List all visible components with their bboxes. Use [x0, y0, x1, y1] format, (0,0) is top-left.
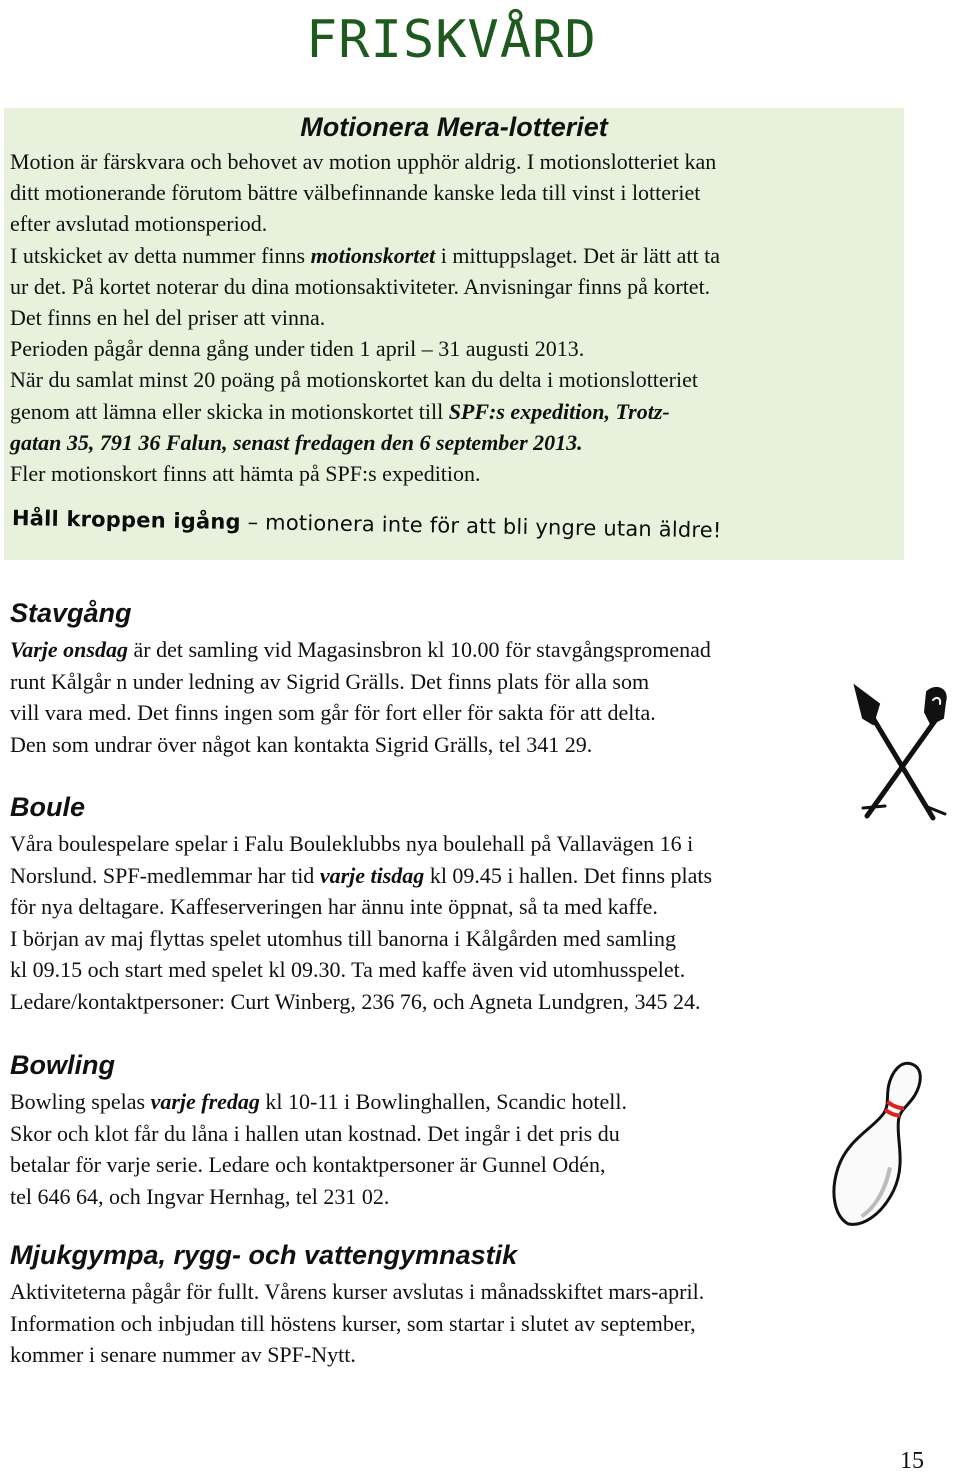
boule-heading: Boule — [10, 792, 86, 822]
lottery-line: genom att lämna eller skicka in motionskortet till SPF:s expedition, Trotz- — [10, 398, 670, 424]
page-title: FRISKVÅRD — [306, 10, 597, 70]
lottery-line: Det finns en hel del priser att vinna. — [10, 305, 326, 331]
boule-line: för nya deltagare. Kaffeserveringen har ännu inte öppnat, så ta med kaffe. — [10, 894, 658, 919]
emphasis-address: SPF:s expedition, Trotz- — [448, 398, 670, 424]
mjukgympa-line: kommer i senare nummer av SPF-Nytt. — [10, 1342, 356, 1367]
mjukgympa-line: Aktiviteterna pågår för fullt. Vårens kurser avslutas i månadsskiftet mars-april. — [10, 1279, 705, 1304]
bowling-line: Skor och klot får du låna i hallen utan kostnad. Det ingår i det pris du — [10, 1120, 620, 1146]
boule-line: Ledare/kontaktpersoner: Curt Winberg, 236 76, och Agneta Lundgren, 345 24. — [10, 988, 701, 1014]
mjukgympa-heading: Mjukgympa, rygg- och vattengymnastik — [10, 1240, 518, 1270]
emphasis-motionskortet: motionskortet — [310, 242, 436, 268]
lottery-line: gatan 35, 791 36 Falun, senast fredagen den 6 september 2013. — [10, 429, 583, 455]
lottery-line: Fler motionskort finns att hämta på SPF:s expedition. — [10, 461, 481, 487]
page-number: 15 — [900, 1448, 924, 1474]
stavgang-text — [10, 634, 920, 760]
lottery-line: I utskicket av detta nummer finns motionskortet i mittuppslaget. Det är lätt att ta — [10, 242, 720, 268]
bowling-line: betalar för varje serie. Ledare och kontaktpersoner är Gunnel Odén, — [10, 1152, 606, 1177]
bowling-line: tel 646 64, och Ingvar Hernhag, tel 231 02. — [10, 1183, 390, 1209]
stavgang-heading: Stavgång — [10, 598, 132, 628]
boule-line: kl 09.15 och start med spelet kl 09.30. Ta med kaffe även vid utomhusspelet. — [10, 957, 686, 982]
boule-line: Våra boulespelare spelar i Falu Bouleklubbs nya boulehall på Vallavägen 16 i — [10, 831, 694, 856]
slogan: Håll kroppen igång – motionera inte för att bli yngre utan äldre! — [11, 506, 722, 543]
lottery-line: ditt motionerande förutom bättre välbefinnande kanske leda till vinst i lotteriet — [10, 180, 701, 206]
lottery-heading: Motionera Mera-lotteriet — [300, 112, 608, 142]
bowling-pin-icon — [828, 1052, 933, 1237]
lottery-line: Motion är färskvara och behovet av motion upphör aldrig. I motionslotteriet kan — [10, 149, 717, 174]
stavgang-line: Varje onsdag är det samling vid Magasinsbron kl 10.00 för stavgångspromenad — [10, 637, 711, 662]
lottery-line: Perioden pågår denna gång under tiden 1 april – 31 augusti 2013. — [10, 336, 585, 362]
lottery-text — [10, 146, 898, 489]
bowling-line: Bowling spelas varje fredag kl 10-11 i Bowlinghallen, Scandic hotell. — [10, 1089, 627, 1114]
boule-line: Norslund. SPF-medlemmar har tid varje tisdag kl 09.45 i hallen. Det finns plats — [10, 862, 713, 888]
mjukgympa-text — [10, 1276, 920, 1371]
boule-line: I början av maj flyttas spelet utomhus till banorna i Kålgården med samling — [10, 925, 676, 951]
stavgang-line: runt Kålgår n under ledning av Sigrid Grälls. Det finns plats för alla som — [10, 668, 650, 694]
boule-text — [10, 828, 920, 1017]
bowling-text — [10, 1086, 920, 1212]
lottery-line: efter avslutad motionsperiod. — [10, 211, 268, 237]
emphasis-varje-tisdag: varje tisdag — [319, 862, 425, 888]
lottery-box — [4, 108, 904, 560]
mjukgympa-line: Information och inbjudan till höstens kurser, som startar i slutet av september, — [10, 1310, 696, 1336]
stavgang-line: vill vara med. Det finns ingen som går för fort eller för sakta för att delta. — [10, 700, 656, 725]
stavgang-line: Den som undrar över något kan kontakta Sigrid Grälls, tel 341 29. — [10, 731, 593, 757]
walking-poles-icon — [845, 678, 955, 828]
bowling-heading: Bowling — [10, 1050, 115, 1080]
lottery-line: När du samlat minst 20 poäng på motionskortet kan du delta i motionslotteriet — [10, 367, 698, 393]
emphasis-varje-fredag: varje fredag — [150, 1089, 260, 1114]
lottery-line: ur det. På kortet noterar du dina motionsaktiviteter. Anvisningar finns på kortet. — [10, 273, 711, 299]
